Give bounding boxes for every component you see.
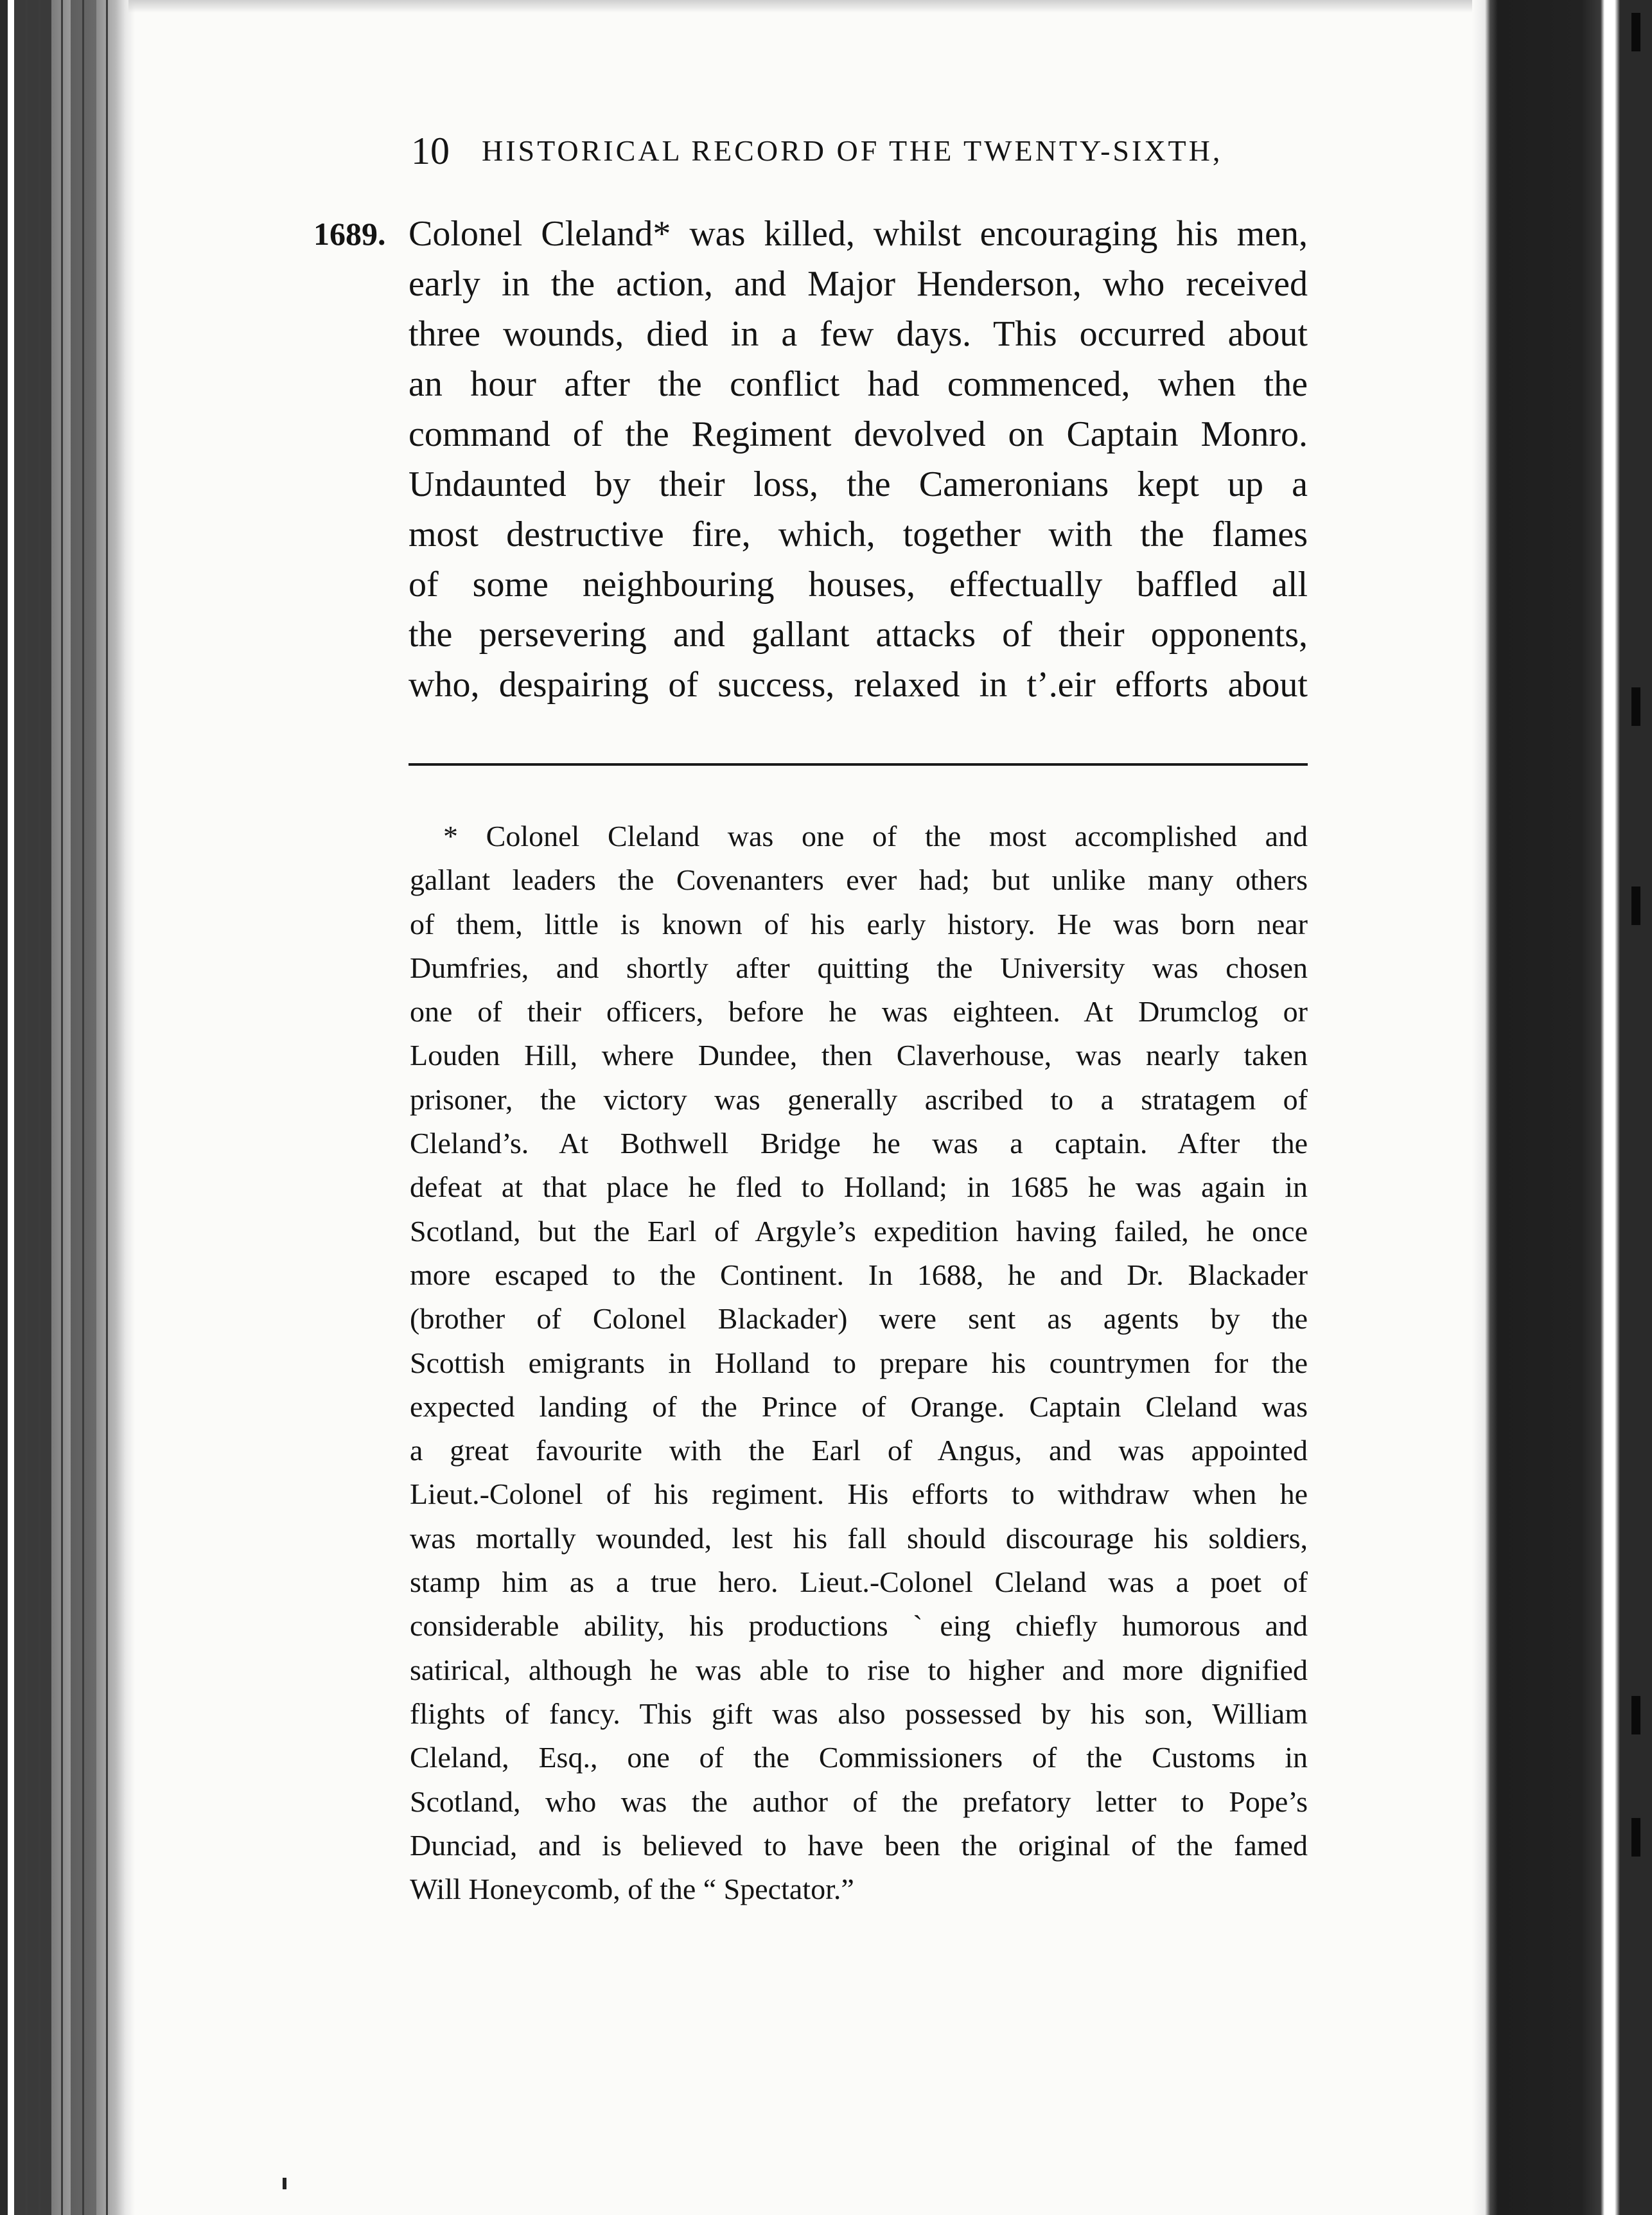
footnote-line: expected landing of the Prince of Orange. Captain Cleland was: [410, 1390, 1308, 1423]
text-line: early in the action, and Major Henderson, who received: [409, 264, 1308, 304]
footnote-line: Scotland, who was the author of the prefatory letter to Pope’s: [410, 1785, 1308, 1818]
text-line: most destructive fire, which, together with the flames: [409, 515, 1308, 554]
footnote-line: Will Honeycomb, of the “ Spectator.”: [410, 1873, 854, 1906]
footnote-line: prisoner, the victory was generally ascribed to a stratagem of: [410, 1082, 1308, 1116]
text-line: command of the Regiment devolved on Captain Monro.: [409, 414, 1308, 454]
footnote-line: Scottish emigrants in Holland to prepare his countrymen for the: [410, 1346, 1308, 1379]
footnote-line: Lieut.-Colonel of his regiment. His efforts to withdraw when he: [410, 1478, 1308, 1511]
text-line: Colonel Cleland* was killed, whilst encouraging his men,: [409, 214, 1308, 254]
footnote-line: * Colonel Cleland was one of the most accomplished and: [443, 820, 1308, 852]
running-header: [411, 122, 1310, 180]
footnote-line: more escaped to the Continent. In 1688, he and Dr. Blackader: [410, 1258, 1308, 1291]
footnote-line: considerable ability, his productions ˋeing chiefly humorous and: [410, 1609, 1308, 1643]
top-shadow: [128, 0, 1477, 13]
footnote-line: one of their officers, before he was eighteen. At Drumclog or: [410, 995, 1308, 1028]
footnote-line: Scotland, but the Earl of Argyle’s expedition having failed, he once: [410, 1214, 1308, 1248]
footnote-line: Dumfries, and shortly after quitting the University was chosen: [410, 951, 1308, 984]
margin-year: 1689.: [313, 216, 386, 252]
text-line: Undaunted by their loss, the Cameronians kept up a: [409, 464, 1308, 504]
text-line: the persevering and gallant attacks of their opponents,: [409, 615, 1308, 655]
footnote-line: flights of fancy. This gift was also possessed by his son, William: [410, 1697, 1308, 1730]
footnote-line: defeat at that place he fled to Holland; in 1685 he was again in: [410, 1170, 1308, 1204]
footnote-rule: [409, 763, 1308, 766]
footnote-line: was mortally wounded, lest his fall should discourage his soldiers,: [410, 1521, 1308, 1555]
footnote-line: stamp him as a true hero. Lieut.-Colonel Cleland was a poet of: [410, 1566, 1308, 1599]
footnote-line: of them, little is known of his early history. He was born near: [410, 907, 1308, 940]
footnote-line: gallant leaders the Covenanters ever had; but unlike many others: [410, 863, 1308, 897]
page-right-edge: [1472, 0, 1652, 2215]
text-line: of some neighbouring houses, effectually baffled all: [409, 565, 1308, 604]
footnote: [410, 815, 1308, 1911]
footnote-line: satirical, although he was able to rise to higher and more dignified: [410, 1653, 1308, 1686]
footnote-line: Louden Hill, where Dundee, then Claverhouse, was nearly taken: [410, 1039, 1308, 1072]
scan-speck: [283, 2178, 286, 2189]
footnote-line: Dunciad, and is believed to have been the original of the famed: [410, 1828, 1308, 1862]
footnote-line: a great favourite with the Earl of Angus, and was appointed: [410, 1434, 1308, 1467]
running-title: HISTORICAL RECORD OF THE TWENTY-SIXTH,: [482, 134, 1223, 167]
text-line: who, despairing of success, relaxed in t’.eir efforts about: [409, 665, 1308, 705]
main-text: [409, 209, 1308, 710]
text-line: three wounds, died in a few days. This occurred about: [409, 314, 1308, 354]
page-number: 10: [411, 130, 450, 172]
book-binding-edge: [0, 0, 135, 2215]
footnote-line: (brother of Colonel Blackader) were sent as agents by the: [410, 1302, 1308, 1336]
text-line: an hour after the conflict had commenced, when the: [409, 364, 1308, 404]
footnote-line: Cleland, Esq., one of the Commissioners of the Customs in: [410, 1741, 1308, 1774]
footnote-line: Cleland’s. At Bothwell Bridge he was a captain. After the: [410, 1127, 1308, 1160]
